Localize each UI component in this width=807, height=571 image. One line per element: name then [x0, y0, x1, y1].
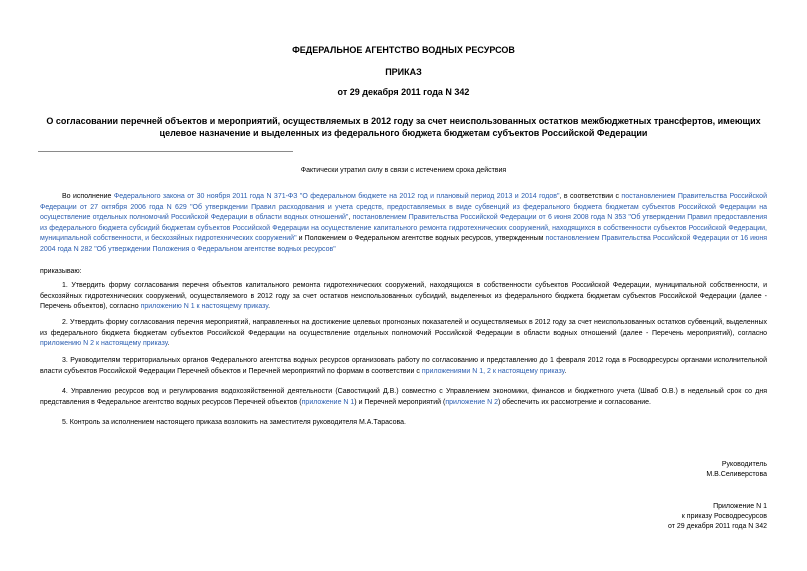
item-4-text: 4. Управлению ресурсов вод и регулирования водохозяйственной деятельности (Савостицкий Д.В.) совместно с Управлением экономики, финансов и бюджетного учета (Шваб О.В.) в недельный срок со дня представления в Федеральное агентство водных ресурсов Перечней объектов ( [40, 388, 767, 406]
link-appendices-1-2[interactable]: приложениями N 1, 2 к настоящему приказу [421, 367, 565, 375]
link-appendix-2[interactable]: приложению N 2 к настоящему приказу [40, 340, 168, 347]
item-1 [40, 281, 767, 313]
link-federal-law[interactable]: Федерального закона от 30 ноября 2011 года N 371-ФЗ "О федеральном бюджете на 2012 год и плановый период 2013 и 2014 годов" [113, 193, 560, 200]
link-resolution-629[interactable]: постановлением Правительства Российской Федерации от 27 октября 2006 года N 629 "Об утверждении Правил расходования и учета средств, предоставляемых в виде субвенций из федерального бюджета бюджетам субъектов Российской Федерации на осуществление отдельных полномочий Российской Федерации в области водных отношений" [40, 193, 767, 221]
preamble-text-1: Во исполнение [62, 193, 114, 200]
appendix-line-1: Приложение N 1 [713, 503, 767, 510]
signature-role: Руководитель [721, 461, 767, 468]
link-appendix-1[interactable]: приложению N 1 к настоящему приказу [140, 303, 269, 310]
doc-date-number: от 29 декабря 2011 года N 342 [337, 87, 470, 97]
appendix-line-3: от 29 декабря 2011 года N 342 [667, 523, 767, 530]
agency-name: ФЕДЕРАЛЬНОЕ АГЕНТСТВО ВОДНЫХ РЕСУРСОВ [292, 45, 515, 55]
preamble [40, 192, 767, 255]
preamble-text-4: и Положением о Федеральном агентстве водных ресурсов, утвержденным [296, 235, 546, 242]
link-resolution-282[interactable]: постановлением Правительства Российской Федерации от 16 июня 2004 года N 282 "Об утверждении Положения о Федеральном агентстве водных ресурсов" [40, 235, 767, 253]
appendix-header [668, 502, 767, 532]
item-2 [40, 318, 767, 350]
preamble-text-2: , в соответствии с [559, 193, 622, 200]
divider [38, 151, 293, 152]
item-3 [40, 356, 767, 377]
item-2-end: . [167, 340, 170, 347]
status-note: Фактически утратил силу в связи с истечением срока действия [300, 167, 507, 174]
link-resolution-353[interactable]: постановлением Правительства Российской Федерации от 6 июня 2008 года N 353 "Об утверждении Правил предоставления из федерального бюджета субсидий бюджетам субъектов Российской Федерации на осуществление капитального ремонта гидротехнических сооружений, находящихся в собственности субъектов Российской Федерации, муниципальной собственности, и бесхозяйных гидротехнических сооружений" [40, 214, 768, 242]
item-4-end: ) обеспечить их рассмотрение и согласование. [498, 398, 651, 406]
item-2-text: 2. Утвердить форму согласования перечня мероприятий, направленных на достижение целевых прогнозных показателей и осуществляемых в 2012 году за счет неиспользованных остатков субвенций, выделенных из федерального бюджета бюджетам субъектов Российской Федерации на осуществление отдельных полномочий Российской Федерации в области водных отношений (далее - Перечень мероприятий), согласно [40, 319, 767, 337]
appendix-line-2: к приказу Росводресурсов [681, 513, 767, 520]
item-3-text: 3. Руководителям территориальных органов Федерального агентства водных ресурсов организовать работу по согласованию и представлению до 1 февраля 2012 года в Росводресурсы органами исполнительной власти субъектов Российской Федерации Перечней объектов и Перечней мероприятий по формам в соответствии с [40, 357, 767, 375]
page-title: О согласовании перечней объектов и мероприятий, осуществляемых в 2012 году за счет неиспользованных остатков межбюджетных трансфертов, имеющих целевое назначение и выделенных из федерального бюджета бюджетам субъектов Российской Федерации [46, 116, 761, 138]
link-appendix-2-short[interactable]: приложение N 2 [445, 398, 499, 406]
item-4 [40, 387, 767, 408]
item-4-mid: ) и Перечней мероприятий ( [354, 398, 446, 406]
item-1-end: . [268, 303, 271, 310]
item-5-text: 5. Контроль за исполнением настоящего приказа возложить на заместителя руководителя М.А.Тарасова. [62, 419, 406, 426]
item-5 [40, 418, 767, 429]
doc-type: ПРИКАЗ [385, 67, 422, 77]
preamble-text-3: , [348, 214, 353, 221]
order-word: приказываю: [40, 268, 82, 275]
link-appendix-1-short[interactable]: приложение N 1 [301, 398, 355, 406]
signature-name: М.В.Селиверстова [706, 471, 767, 478]
item-3-end: . [564, 367, 567, 375]
item-1-text: 1. Утвердить форму согласования перечня объектов капитального ремонта гидротехнических сооружений, находящихся в собственности субъектов Российской Федерации, муниципальной собственности, и бесхозяйных гидротехнических сооружений, осуществляемого в 2012 году за счет остатков неиспользованных субсидий, выделенных из федерального бюджета бюджетам субъектов Российской Федерации (далее - Перечень объектов), согласно [40, 282, 767, 310]
signature-block [706, 460, 767, 480]
